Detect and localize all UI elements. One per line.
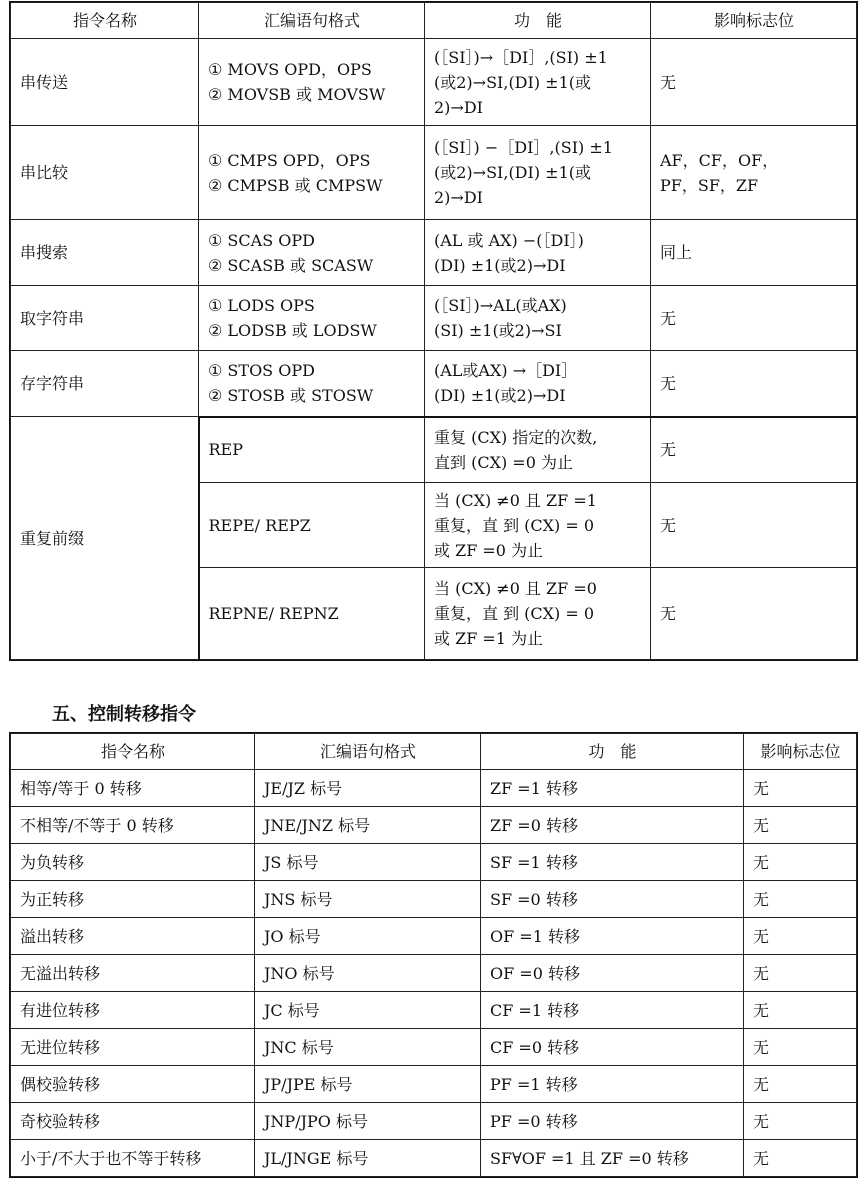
assembly-format: [199, 39, 425, 126]
assembly-format: JL/JNGE 标号: [255, 1140, 481, 1177]
function-line: (或2)→SI,(DI) ±1(或: [434, 72, 591, 92]
table-row: [11, 992, 857, 1029]
assembly-format: JE/JZ 标号: [255, 770, 481, 807]
instruction-name: 为负转移: [11, 844, 255, 881]
function-desc: ZF =0 转移: [481, 807, 744, 844]
format-line: ② LODSB 或 LODSW: [208, 321, 377, 340]
instruction-name: 偶校验转移: [11, 1066, 255, 1103]
flags: 无: [651, 286, 857, 351]
format-line: ② SCASB 或 SCASW: [208, 255, 374, 275]
function-desc: CF =0 转移: [481, 1029, 744, 1066]
header-cell: 指令名称: [11, 3, 199, 39]
assembly-format: JNO 标号: [255, 955, 481, 992]
table-row: [11, 770, 857, 807]
assembly-format: REP: [199, 417, 425, 483]
function-line: 重复，直 到 (CX) = 0: [434, 604, 595, 623]
function-line: 直到 (CX) =0 为止: [434, 452, 573, 472]
flags: 无: [744, 770, 857, 807]
assembly-format: [199, 220, 425, 286]
assembly-format: [199, 126, 425, 220]
header-cell: 影响标志位: [651, 3, 857, 39]
assembly-format: JO 标号: [255, 918, 481, 955]
format-line: ① LODS OPS: [208, 296, 315, 315]
function-desc: [425, 39, 651, 126]
function-desc: [425, 417, 651, 483]
function-line: 或 ZF =0 为止: [434, 540, 544, 560]
string-instruction-table: [10, 2, 857, 660]
function-line: 或 ZF =1 为止: [434, 629, 544, 648]
flags: 无: [744, 1066, 857, 1103]
table-row: [11, 351, 857, 417]
flags: 无: [651, 483, 857, 568]
table-row: [11, 1103, 857, 1140]
assembly-format: [199, 351, 425, 417]
function-line: (DI) ±1(或2)→DI: [434, 386, 566, 406]
instruction-name: 无进位转移: [11, 1029, 255, 1066]
function-desc: [425, 483, 651, 568]
flags: 无: [744, 807, 857, 844]
function-line: 当 (CX) ≠0 且 ZF =0: [434, 579, 597, 598]
format-line: ① STOS OPD: [208, 361, 315, 381]
instruction-name: 不相等/不等于 0 转移: [11, 807, 255, 844]
function-desc: ZF =1 转移: [481, 770, 744, 807]
assembly-format: REPE/ REPZ: [199, 483, 425, 568]
instruction-name: 取字符串: [11, 286, 199, 351]
flags: 无: [651, 568, 857, 660]
function-line: 2)→DI: [434, 97, 483, 117]
function-desc: SF =1 转移: [481, 844, 744, 881]
table-row: [11, 1066, 857, 1103]
function-line: (［SI］)→［DI］,(SI) ±1: [434, 47, 608, 67]
table-row: [11, 844, 857, 881]
table-row: [11, 220, 857, 286]
header-cell: 功 能: [481, 734, 744, 770]
function-line: 当 (CX) ≠0 且 ZF =1: [434, 490, 597, 510]
function-line: (［SI］)→AL(或AX): [434, 296, 567, 315]
instruction-name: 串传送: [11, 39, 199, 126]
function-desc: SF =0 转移: [481, 881, 744, 918]
assembly-format: JNE/JNZ 标号: [255, 807, 481, 844]
flags: 无: [744, 844, 857, 881]
instruction-name: 奇校验转移: [11, 1103, 255, 1140]
control-transfer-table: [10, 733, 857, 1177]
function-line: (［SI］) −［DI］,(SI) ±1: [434, 138, 613, 157]
table-row: [11, 881, 857, 918]
format-line: ② MOVSB 或 MOVSW: [208, 85, 386, 104]
table-row: [11, 39, 857, 126]
function-desc: [425, 126, 651, 220]
function-desc: OF =0 转移: [481, 955, 744, 992]
flags-line: AF，CF，OF，: [660, 150, 779, 170]
table-header-row: [11, 734, 857, 770]
flags-line: PF，SF，ZF: [660, 175, 759, 195]
instruction-name: 相等/等于 0 转移: [11, 770, 255, 807]
format-line: ① MOVS OPD，OPS: [208, 60, 372, 79]
flags: 无: [744, 992, 857, 1029]
format-line: ② CMPSB 或 CMPSW: [208, 175, 383, 195]
table-row: [11, 955, 857, 992]
table-row: [11, 286, 857, 351]
function-line: (DI) ±1(或2)→DI: [434, 255, 566, 275]
flags: 同上: [651, 220, 857, 286]
function-desc: [425, 220, 651, 286]
assembly-format: REPNE/ REPNZ: [199, 568, 425, 660]
assembly-format: JC 标号: [255, 992, 481, 1029]
table-row: [11, 126, 857, 220]
table-row: [11, 918, 857, 955]
control-table-body: [11, 770, 857, 1177]
assembly-format: JNS 标号: [255, 881, 481, 918]
function-desc: [425, 568, 651, 660]
instruction-name: 存字符串: [11, 351, 199, 417]
function-line: 2)→DI: [434, 188, 483, 207]
table-row: [11, 807, 857, 844]
assembly-format: JNC 标号: [255, 1029, 481, 1066]
function-line: (或2)→SI,(DI) ±1(或: [434, 163, 591, 182]
function-line: 重复 (CX) 指定的次数,: [434, 427, 598, 447]
function-desc: PF =0 转移: [481, 1103, 744, 1140]
assembly-format: JP/JPE 标号: [255, 1066, 481, 1103]
function-desc: PF =1 转移: [481, 1066, 744, 1103]
flags: 无: [744, 1029, 857, 1066]
assembly-format: JNP/JPO 标号: [255, 1103, 481, 1140]
table-row: [11, 1029, 857, 1066]
assembly-format: JS 标号: [255, 844, 481, 881]
header-cell: 汇编语句格式: [199, 3, 425, 39]
flags: 无: [744, 1103, 857, 1140]
instruction-name: 串比较: [11, 126, 199, 220]
flags: 无: [744, 955, 857, 992]
section-title: 五、控制转移指令: [52, 704, 196, 725]
format-line: ② STOSB 或 STOSW: [208, 386, 374, 406]
function-line: (SI) ±1(或2)→SI: [434, 321, 562, 340]
format-line: ① SCAS OPD: [208, 230, 315, 250]
format-line: ① CMPS OPD，OPS: [208, 150, 371, 170]
header-cell: 影响标志位: [744, 734, 857, 770]
table-header-row: [11, 3, 857, 39]
function-desc: SF∀OF =1 且 ZF =0 转移: [481, 1140, 744, 1177]
flags: 无: [744, 881, 857, 918]
function-desc: [425, 351, 651, 417]
header-cell: 指令名称: [11, 734, 255, 770]
function-line: 重复，直 到 (CX) = 0: [434, 515, 595, 535]
function-desc: CF =1 转移: [481, 992, 744, 1029]
function-line: (AL 或 AX) −(［DI］): [434, 230, 584, 250]
instruction-name: 串搜索: [11, 220, 199, 286]
instruction-name: 有进位转移: [11, 992, 255, 1029]
flags: 无: [744, 1140, 857, 1177]
function-line: (AL或AX) →［DI］: [434, 361, 578, 381]
flags: 无: [651, 351, 857, 417]
table-row: [11, 1140, 857, 1177]
instruction-name: 小于/不大于也不等于转移: [11, 1140, 255, 1177]
flags: 无: [651, 39, 857, 126]
instruction-name: 无溢出转移: [11, 955, 255, 992]
header-cell: 功 能: [425, 3, 651, 39]
instruction-name: 重复前缀: [11, 417, 199, 660]
flags: 无: [744, 918, 857, 955]
function-desc: [425, 286, 651, 351]
function-desc: OF =1 转移: [481, 918, 744, 955]
header-cell: 汇编语句格式: [255, 734, 481, 770]
flags: 无: [651, 417, 857, 483]
flags: [651, 126, 857, 220]
instruction-name: 为正转移: [11, 881, 255, 918]
instruction-name: 溢出转移: [11, 918, 255, 955]
table-row: [11, 417, 857, 483]
assembly-format: [199, 286, 425, 351]
